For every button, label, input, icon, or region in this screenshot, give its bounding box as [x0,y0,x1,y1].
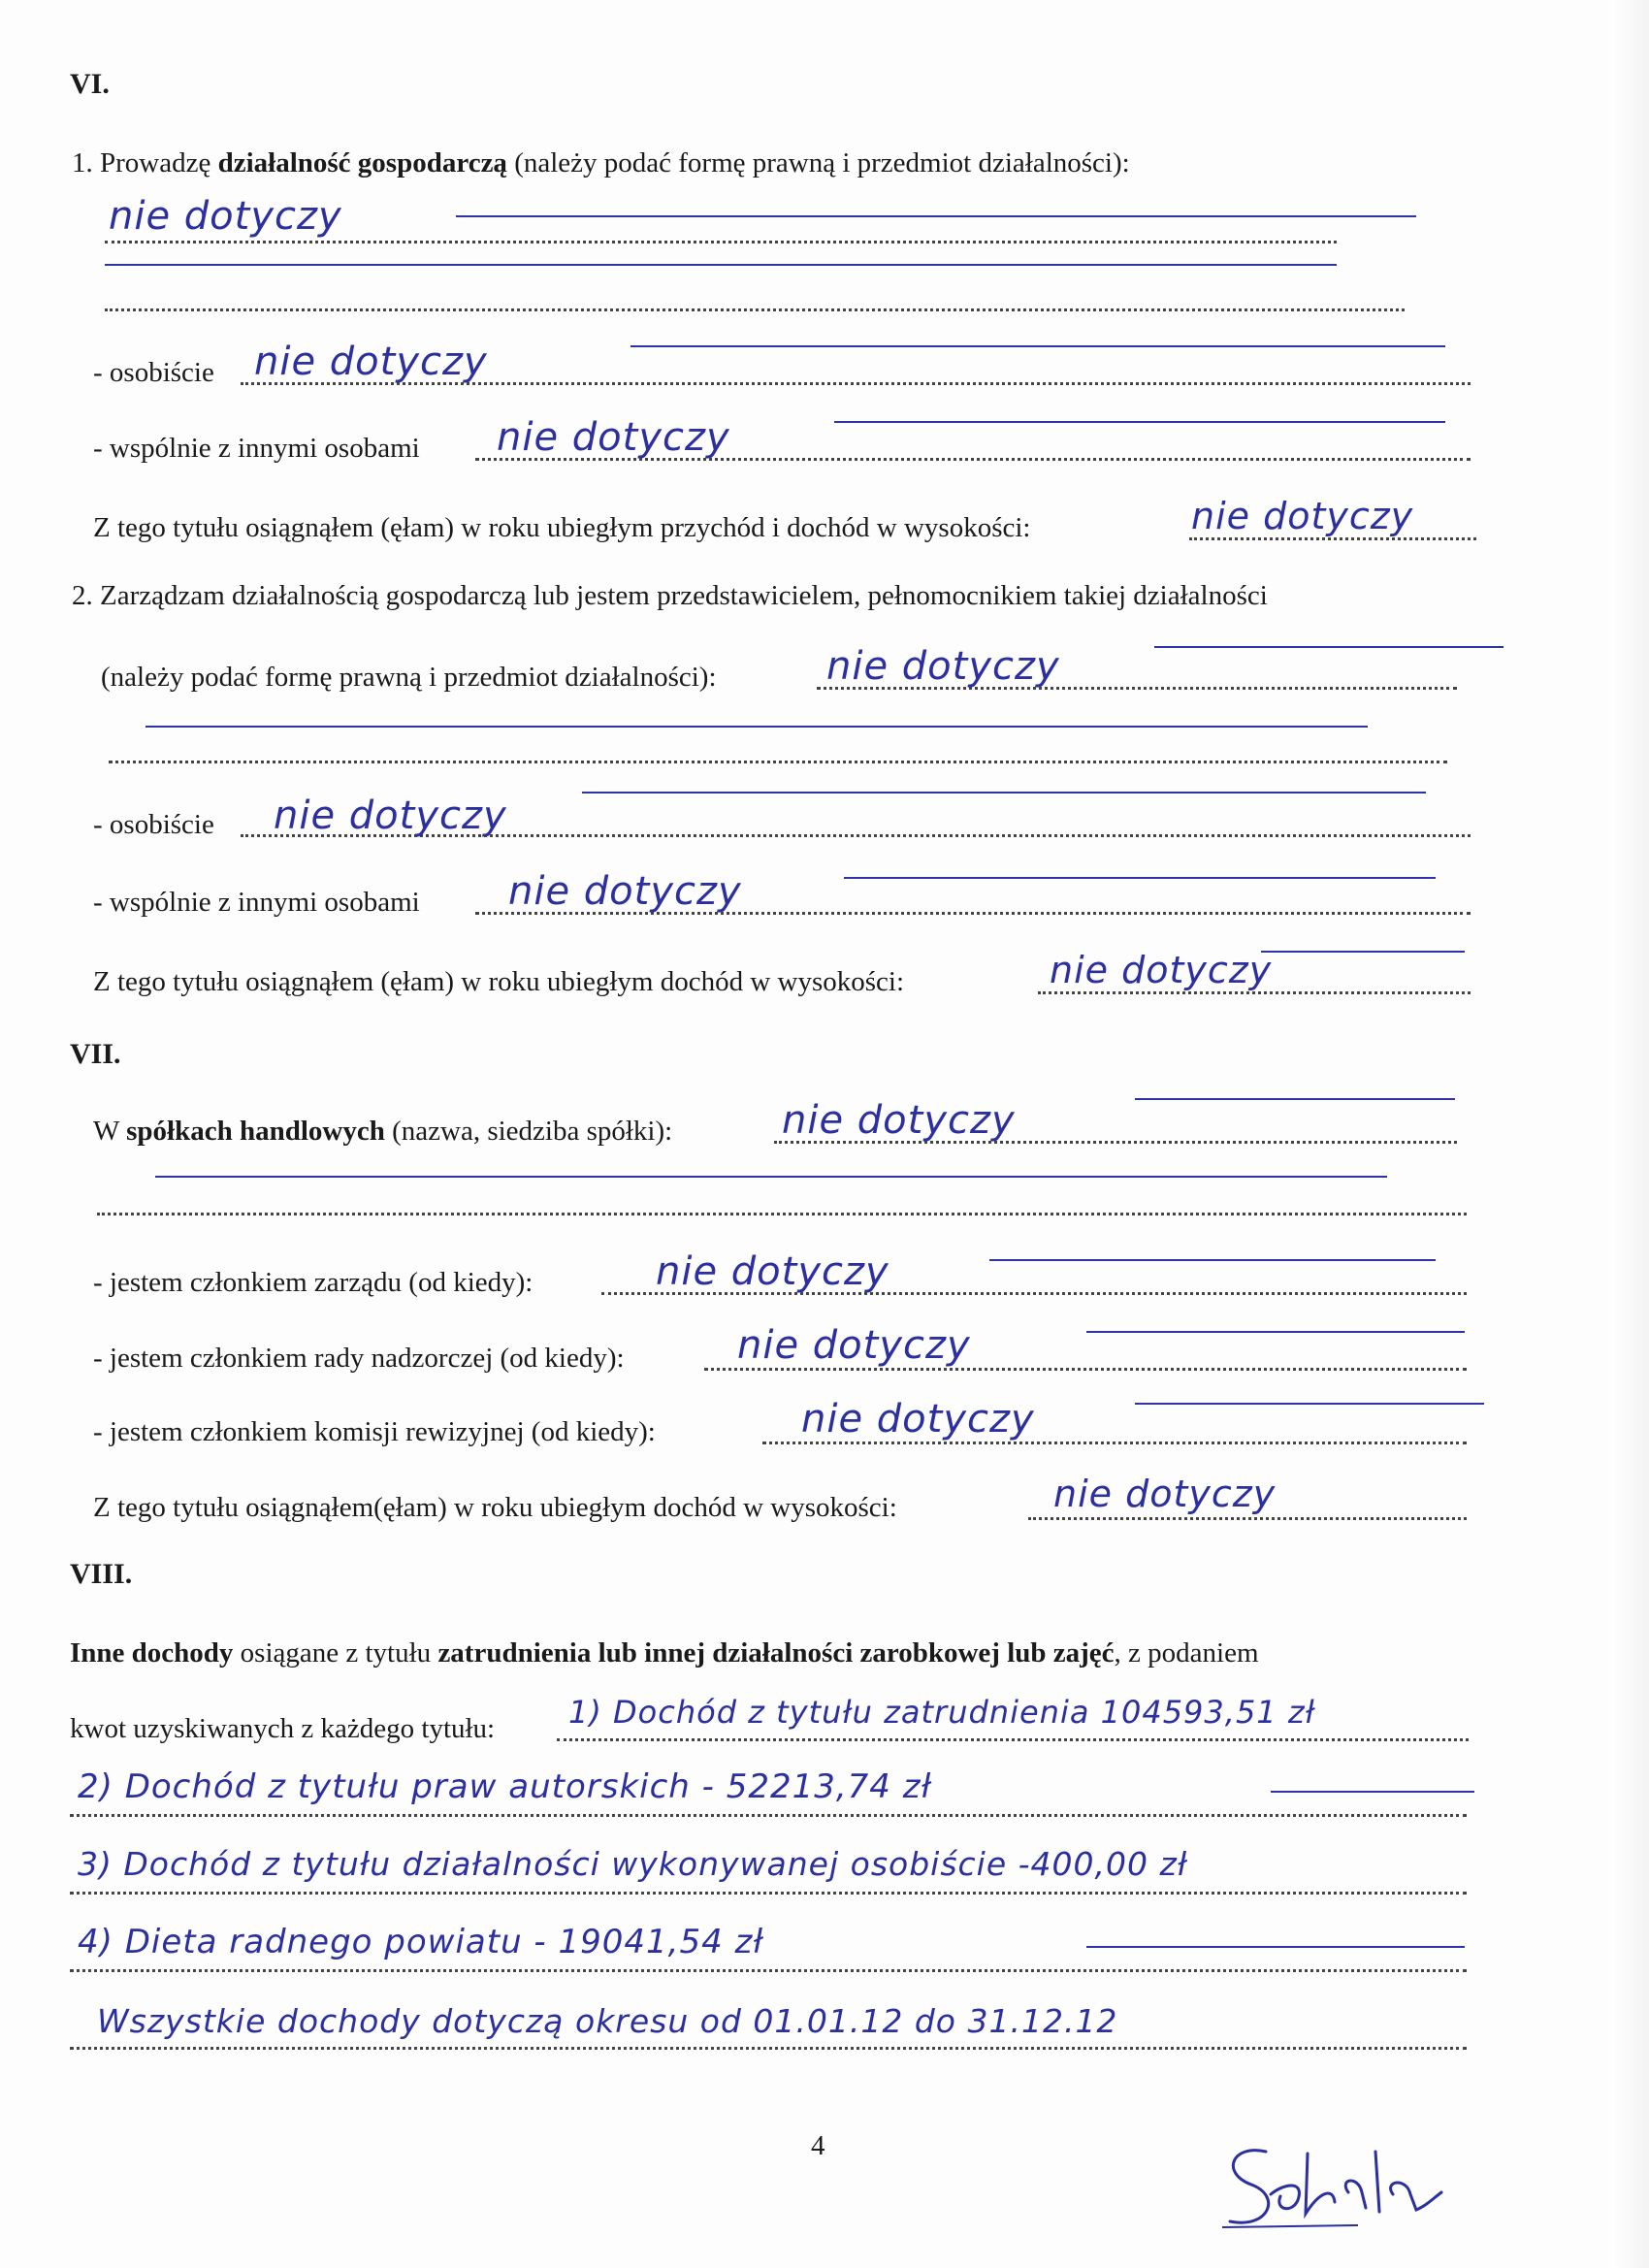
cancel-stroke [582,792,1426,794]
viii-entry-2: 2) Dochód z tytułu praw autorskich - 52213,74 zł [78,1767,932,1806]
viii-bold2: zatrudnienia lub innej działalności zarobkowej lub zajęć [437,1637,1115,1669]
vi-item2-line2: (należy podać formę prawną i przedmiot działalności): [101,662,717,693]
vii-bold: spółkach handlowych [126,1116,385,1147]
vi-item2-wspolnie-answer: nie dotyczy [508,869,742,914]
dotted-line [1028,1517,1467,1520]
vi-item1-bold: działalność gospodarczą [217,147,507,178]
vii-zarzad-label: - jestem członkiem zarządu (od kiedy): [93,1267,534,1298]
cancel-stroke [1135,1403,1484,1405]
dotted-line [70,2047,1467,2050]
scan-edge [1610,0,1649,2268]
section-vii-heading: VII. [70,1038,121,1070]
viii-entry-5: Wszystkie dochody dotyczą okresu od 01.01.12 do 31.12.12 [97,2002,1118,2040]
cancel-stroke [834,421,1445,423]
viii-line2-label: kwot uzyskiwanych z każdego tytułu: [70,1713,496,1744]
viii-line1 [70,1636,1259,1670]
viii-bold1: Inne dochody [70,1637,234,1669]
vii-komisja-label: - jestem członkiem komisji rewizyjnej (od kiedy): [93,1416,656,1447]
cancel-stroke [1271,1791,1474,1793]
cancel-stroke [844,877,1436,879]
dotted-line [70,1969,1467,1972]
vi-item1-wspolnie-label: - wspólnie z innymi osobami [93,433,420,464]
viii-entry-4: 4) Dieta radnego powiatu - 19041,54 zł [78,1923,764,1961]
vii-income-answer: nie dotyczy [1053,1473,1277,1515]
vi-item2-line1: 2. Zarządzam działalnością gospodarczą lub jestem przedstawicielem, pełnomocnikiem takiej działalności [72,580,1268,611]
dotted-line [105,308,1405,311]
vii-komisja-answer: nie dotyczy [801,1397,1035,1442]
vi-item1-osobiscie-answer: nie dotyczy [254,340,488,384]
vi-item2-wspolnie-label: - wspólnie z innymi osobami [93,887,420,918]
vi-item1-income-answer: nie dotyczy [1191,495,1414,537]
vi-item2-osobiscie-answer: nie dotyczy [274,794,507,838]
vi-item2-osobiscie-label: - osobiście [93,809,214,840]
vi-item2-answer: nie dotyczy [826,644,1060,689]
dotted-line [762,1442,1467,1444]
cancel-stroke [456,215,1416,217]
vi-item1-wspolnie-answer: nie dotyczy [497,415,730,460]
vi-item1-post: (należy podać formę prawną i przedmiot działalności): [514,147,1130,178]
cancel-stroke [630,345,1445,347]
viii-entry-1: 1) Dochód z tytułu zatrudnienia 104593,51 zł [568,1694,1315,1731]
cancel-stroke [1086,1331,1465,1333]
viii-mid1: osiągane z tytułu [240,1637,432,1669]
cancel-stroke [105,264,1337,266]
section-vi-heading: VI. [70,68,110,100]
vi-item2-income-answer: nie dotyczy [1050,949,1273,991]
cancel-stroke [989,1259,1436,1261]
vii-pre: W [93,1116,119,1147]
cancel-stroke [1261,951,1465,953]
vi-item1-line [72,146,1130,180]
dotted-line [70,1892,1467,1895]
dotted-line [1038,991,1471,994]
vi-item2-income-label: Z tego tytułu osiągnąłem (ęłam) w roku ubiegłym dochód w wysokości: [93,966,905,997]
vii-income-label: Z tego tytułu osiągnąłem(ęłam) w roku ubiegłym dochód w wysokości: [93,1492,897,1523]
vii-answer: nie dotyczy [782,1098,1016,1143]
vi-item1-pre: Prowadzę [100,147,211,178]
vii-post: (nazwa, siedziba spółki): [392,1116,673,1147]
dotted-line [1189,537,1476,540]
vii-rada-label: - jestem członkiem rady nadzorczej (od kiedy): [93,1343,625,1374]
dotted-line [109,761,1447,763]
vii-rada-answer: nie dotyczy [737,1323,971,1368]
section-viii-heading: VIII. [70,1558,133,1590]
cancel-stroke [146,726,1368,728]
cancel-stroke [1135,1098,1455,1100]
vi-item1-income-label: Z tego tytułu osiągnąłem (ęłam) w roku ubiegłym przychód i dochód w wysokości: [93,512,1031,543]
dotted-line [557,1738,1469,1741]
dotted-line [704,1368,1467,1371]
viii-end1: , z podaniem [1114,1637,1259,1669]
viii-entry-3: 3) Dochód z tytułu działalności wykonywanej osobiście -400,00 zł [78,1845,1188,1883]
cancel-stroke [155,1176,1387,1178]
vii-companies-line [93,1114,672,1149]
vi-item1-osobiscie-label: - osobiście [93,357,214,388]
cancel-stroke [1086,1946,1465,1948]
vi-item1-num: 1. [72,147,93,178]
dotted-line [105,241,1337,243]
dotted-line [70,1814,1467,1817]
signature [1212,2124,1455,2241]
vi-item1-answer: nie dotyczy [109,194,342,239]
page-number: 4 [811,2130,825,2161]
vii-zarzad-answer: nie dotyczy [656,1249,889,1294]
dotted-line [97,1213,1467,1215]
cancel-stroke [1154,646,1504,648]
